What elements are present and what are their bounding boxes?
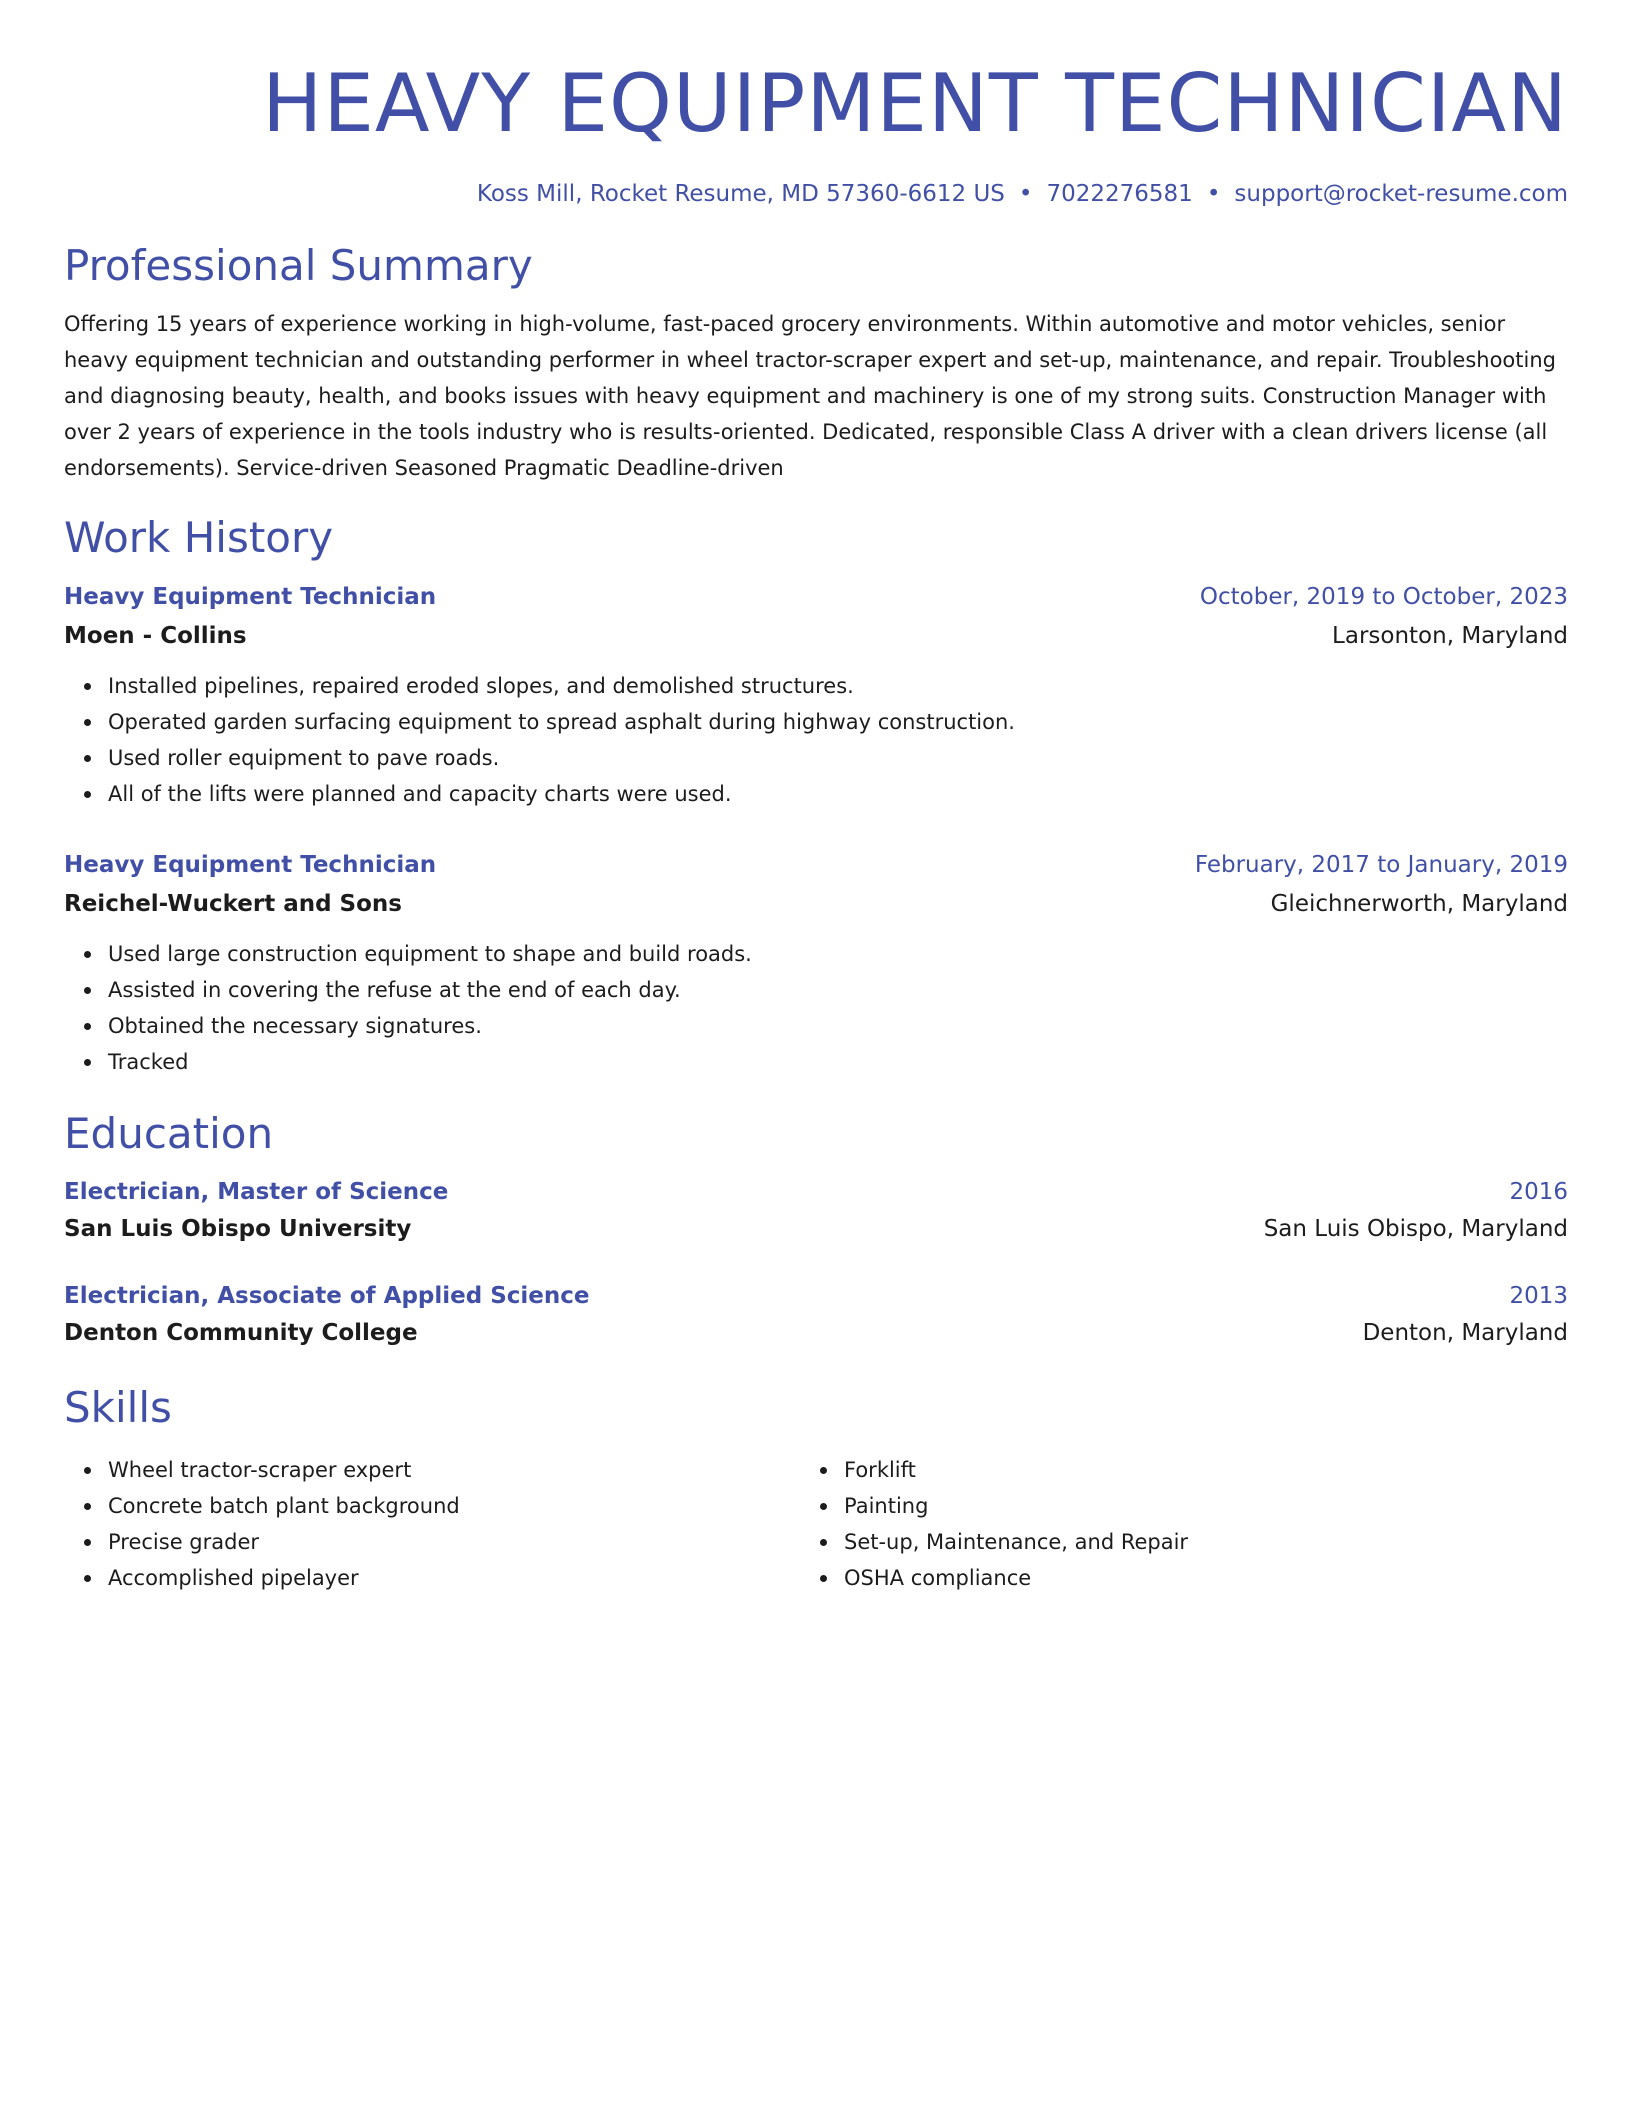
job-entry — [64, 578, 1568, 812]
job-bullet-text: Tracked — [108, 1050, 189, 1074]
skill-item — [844, 1560, 1536, 1596]
bullet-dot-icon — [84, 1059, 91, 1066]
bullet-dot-icon — [84, 1575, 91, 1582]
section-title-education: Education — [64, 1109, 274, 1158]
bullet-dot-icon — [84, 1503, 91, 1510]
job-employer-row — [64, 884, 1568, 924]
job-bullet-text: All of the lifts were planned and capacity charts were used. — [108, 782, 732, 806]
skills-column-right — [800, 1452, 1536, 1596]
skill-text: Set-up, Maintenance, and Repair — [844, 1530, 1189, 1554]
bullet-dot-icon — [820, 1467, 827, 1474]
job-location: Larsonton, Maryland — [1332, 623, 1568, 649]
job-header-row — [64, 846, 1568, 884]
section-title-summary: Professional Summary — [64, 241, 533, 290]
bullet-dot-icon — [84, 1539, 91, 1546]
education-school: Denton Community College — [64, 1320, 418, 1346]
job-bullet — [108, 936, 1568, 972]
contact-separator: • — [1206, 181, 1221, 207]
job-bullet-text: Operated garden surfacing equipment to spread asphalt during highway construction. — [108, 710, 1015, 734]
job-bullet — [108, 668, 1568, 704]
skill-text: Forklift — [844, 1458, 916, 1482]
bullet-dot-icon — [84, 1023, 91, 1030]
education-year: 2013 — [1509, 1283, 1568, 1309]
bullet-dot-icon — [84, 987, 91, 994]
bullet-dot-icon — [84, 719, 91, 726]
education-header-row — [64, 1278, 1568, 1314]
skill-item — [844, 1452, 1536, 1488]
bullet-dot-icon — [820, 1539, 827, 1546]
job-title: Heavy Equipment Technician — [64, 852, 437, 878]
education-location: Denton, Maryland — [1362, 1320, 1568, 1346]
education-degree: Electrician, Associate of Applied Science — [64, 1283, 590, 1309]
skill-text: Accomplished pipelayer — [108, 1566, 359, 1590]
job-title: Heavy Equipment Technician — [64, 584, 437, 610]
skill-item — [108, 1524, 800, 1560]
job-bullet-list — [64, 668, 1568, 812]
bullet-dot-icon — [84, 1467, 91, 1474]
job-bullet-text: Used large construction equipment to shape and build roads. — [108, 942, 752, 966]
job-bullet-text: Assisted in covering the refuse at the end of each day. — [108, 978, 681, 1002]
skill-item — [108, 1452, 800, 1488]
job-bullet-text: Obtained the necessary signatures. — [108, 1014, 482, 1038]
section-title-work-history: Work History — [64, 513, 334, 562]
bullet-dot-icon — [84, 791, 91, 798]
job-bullet — [108, 740, 1568, 776]
contact-address: Koss Mill, Rocket Resume, MD 57360-6612 US — [476, 181, 1005, 207]
education-entry — [64, 1278, 1568, 1352]
job-bullet — [108, 704, 1568, 740]
education-year: 2016 — [1509, 1179, 1568, 1205]
education-school: San Luis Obispo University — [64, 1216, 412, 1242]
job-bullet — [108, 1008, 1568, 1044]
skills-grid — [64, 1452, 1568, 1596]
section-title-skills: Skills — [64, 1383, 172, 1432]
job-bullet-list — [64, 936, 1568, 1080]
bullet-dot-icon — [820, 1503, 827, 1510]
skills-list — [800, 1452, 1536, 1596]
bullet-dot-icon — [84, 755, 91, 762]
skills-column-left — [64, 1452, 800, 1596]
job-entry — [64, 846, 1568, 1080]
summary-text: Offering 15 years of experience working in high-volume, fast-paced grocery environments. Within automotive and motor vehicles, senior heavy equipment technician and outstanding performer in wheel tractor-scraper expert and set-up, maintenance, and repair. Troubleshooting and diagnosing beauty, health, and books issues with heavy equipment and machinery is one of my strong suits. Construction Manager with over 2 years of experience in the tools industry who is results-oriented. Dedicated, responsible Class A driver with a clean drivers license (all endorsements). Service-driven Seasoned Pragmatic Deadline-driven — [64, 312, 1556, 480]
education-school-row — [64, 1314, 1568, 1352]
education-school-row — [64, 1210, 1568, 1248]
skill-text: Wheel tractor-scraper expert — [108, 1458, 412, 1482]
bullet-dot-icon — [84, 951, 91, 958]
education-location: San Luis Obispo, Maryland — [1263, 1216, 1568, 1242]
skill-text: OSHA compliance — [844, 1566, 1032, 1590]
contact-line — [64, 178, 1568, 210]
skill-text: Concrete batch plant background — [108, 1494, 460, 1518]
skill-text: Painting — [844, 1494, 929, 1518]
job-bullet — [108, 1044, 1568, 1080]
education-header-row — [64, 1174, 1568, 1210]
skill-text: Precise grader — [108, 1530, 260, 1554]
job-dates: October, 2019 to October, 2023 — [1199, 584, 1568, 610]
education-degree: Electrician, Master of Science — [64, 1179, 449, 1205]
skill-item — [844, 1488, 1536, 1524]
contact-email[interactable]: support@rocket-resume.com — [1234, 181, 1568, 207]
job-dates: February, 2017 to January, 2019 — [1194, 852, 1568, 878]
job-bullet — [108, 776, 1568, 812]
job-location: Gleichnerworth, Maryland — [1270, 891, 1568, 917]
contact-phone: 7022276581 — [1046, 181, 1193, 207]
bullet-dot-icon — [84, 683, 91, 690]
contact-separator: • — [1018, 181, 1033, 207]
job-bullet — [108, 972, 1568, 1008]
skill-item — [108, 1560, 800, 1596]
job-employer: Moen - Collins — [64, 623, 247, 649]
education-entry — [64, 1174, 1568, 1248]
job-bullet-text: Used roller equipment to pave roads. — [108, 746, 500, 770]
job-employer: Reichel-Wuckert and Sons — [64, 891, 402, 917]
skills-list — [64, 1452, 800, 1596]
job-employer-row — [64, 616, 1568, 656]
bullet-dot-icon — [820, 1575, 827, 1582]
skill-item — [108, 1488, 800, 1524]
job-header-row — [64, 578, 1568, 616]
resume-name-title: HEAVY EQUIPMENT TECHNICIAN — [262, 57, 1568, 150]
skill-item — [844, 1524, 1536, 1560]
job-bullet-text: Installed pipelines, repaired eroded slopes, and demolished structures. — [108, 674, 854, 698]
